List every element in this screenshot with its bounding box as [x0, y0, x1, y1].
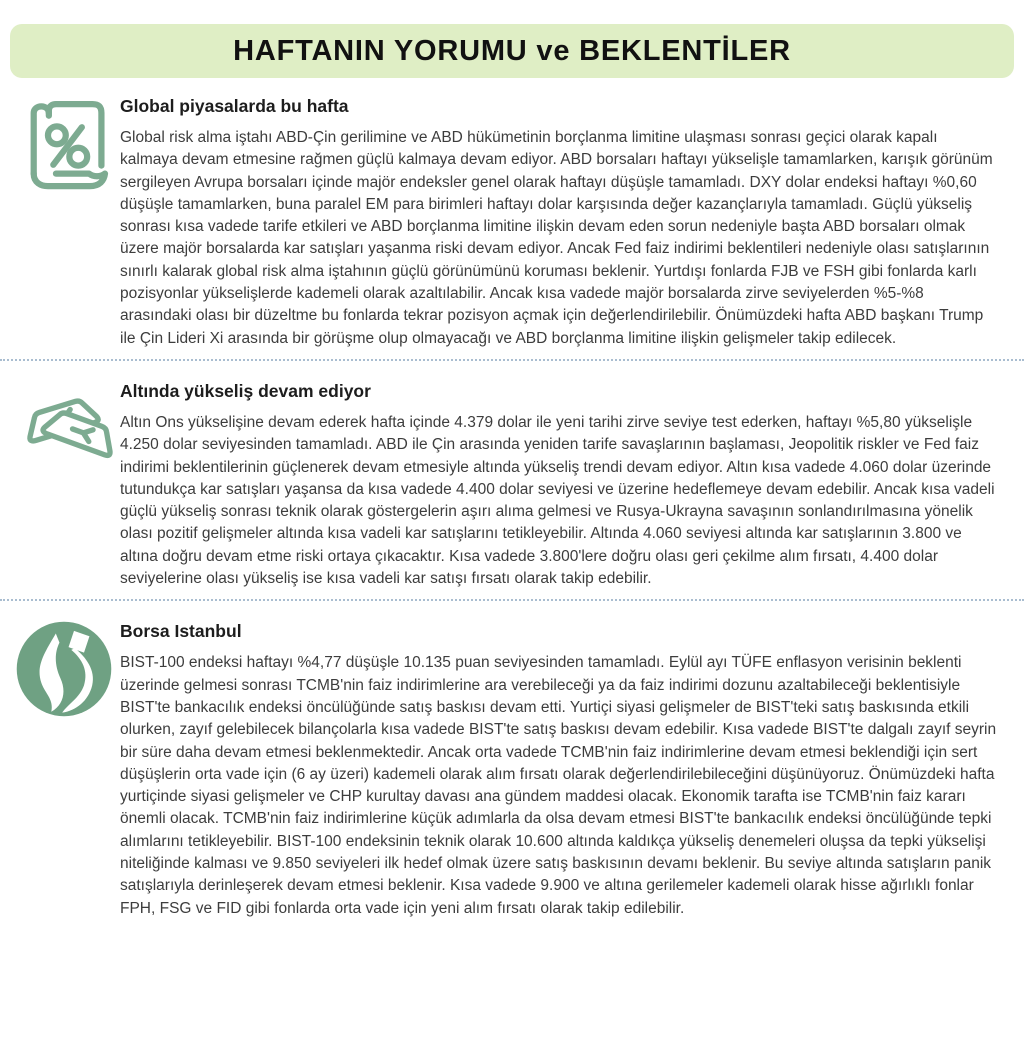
section-paragraph: BIST-100 endeksi haftayı %4,77 düşüşle 10.135 puan seviyesinden tamamladı. Eylül ayı TÜFE enflasyon verisinin beklenti üzerinde gelmesi sonrası TCMB'nin faiz indirimlerine ara verebileceği ya da faiz indirimi dozunu azaltabileceği beklentisiyle BIST'te bankacılık endeksi öncülüğünde satış baskısı devam etti. Yurtiçi siyasi gelişmeler de BIST'teki satış baskısında etkili olurken, zayıf gelebilecek bilançolarla kısa vadede BIST'te satış baskısı devam edebilir. Kısa vadede BIST'te dalgalı zayıf seyrin bir süre daha devam etmesi beklenmektedir. Ancak orta vadede TCMB'nin faiz indirimlerine devam etmesi beklendiği için sert düşüşlerin orta vade için (6 ay üzeri) kademeli olarak alım fırsatı olarak değerlendirilebileceğini düşünüyoruz. Önümüzdeki hafta yurtiçinde siyasi gelişmeler ve CHP kurultay davası ana gündem maddesi olacak. Ekonomik tarafta ise TCMB'nin faiz kararı önemli olacak. TCMB'nin faiz indirimlerine küçük adımlarla da olsa devam etmesi BIST'te bankacılık endeksi öncülüğünde tepki alımlarını tetikleyebilir. BIST-100 endeksinin teknik olarak 10.600 altında kaldıkça yükseliş denemeleri oluşsa da tepki yükselişi niteliğinde kalması ve 9.850 seviyeleri ilk hedef olmak üzere satış baskısının devamı beklenir. Bu seviye altında satışların panik satışlarıyla derinleşerek devam etmesi beklenir. Kısa vadede 9.900 ve altına gerilemeler kademeli olarak hisse ağırlıklı fonlar FPH, FSG ve FID gibi fonlarda orta vade için yeni alım fırsatı olarak takip edilebilir.: [120, 654, 997, 917]
percent-scroll-icon: [15, 94, 113, 198]
page-title: HAFTANIN YORUMU ve BEKLENTİLER: [233, 34, 791, 67]
section-text-column: [120, 90, 998, 350]
gold-bars-icon: [15, 379, 113, 479]
section-borsa-istanbul: [0, 609, 1024, 920]
borsa-istanbul-logo: [14, 619, 114, 719]
section-icon-column: [8, 615, 120, 719]
dotted-separator: [0, 599, 1024, 601]
section-text-column: [120, 375, 998, 590]
section-icon-column: [8, 90, 120, 198]
section-global-markets: [0, 84, 1024, 350]
report-title-banner: [10, 24, 1014, 78]
section-heading: Borsa Istanbul: [120, 621, 242, 642]
section-paragraph: Global risk alma iştahı ABD-Çin gerilimine ve ABD hükümetinin borçlanma limitine ulaşması sonrası geçici olarak kapalı kalmaya devam etmesine rağmen güçlü kalmaya devam ediyor. ABD borsaları haftayı yükselişle tamamlarken, karışık görünüm sergileyen Avrupa borsaları içinde majör endeksler genel olarak haftayı düşüşle tamamladı. DXY dolar endeksi haftayı %0,60 düşüşle tamamlarken, buna paralel EM para birimleri haftayı dolar karşısında değer kazançlarıyla tamamladı. Güçlü yükseliş sonrası kısa vadede tarife etkileri ve ABD borçlanma limitine ilişkin devam eden sorun nedeniyle başta ABD borsaları olmak üzere majör borsalarda kar satışları yaşanma riski devam ediyor. Ancak Fed faiz indirimi beklentileri nedeniyle olası satışlarının sınırlı kalarak global risk alma iştahının güçlü görünümünü koruması beklenir. Yurtdışı fonlarda FJB ve FSH gibi fonlarda karlı pozisyonlar yükselişlerde kademeli olarak azaltılabilir. Ancak kısa vadede majör borsalarda zirve seviyelerden %5-%8 arasındaki olası bir düzeltme bu fonlarda tekrar pozisyon açmak için değerlendirilebilir. Önümüzdeki hafta ABD başkanı Trump ile Çin Lideri Xi arasında bir görüşme olup olmayacağı ve ABD borçlanma limitine ilişkin gelişmeler takip edilecek.: [120, 129, 993, 347]
section-heading: Altında yükseliş devam ediyor: [120, 380, 371, 401]
section-gold: [0, 369, 1024, 590]
section-icon-column: [8, 375, 120, 479]
section-heading: Global piyasalarda bu hafta: [120, 96, 349, 116]
dotted-separator: [0, 359, 1024, 361]
section-paragraph: Altın Ons yükselişine devam ederek hafta içinde 4.379 dolar ile yeni tarihi zirve seviye test ederken, haftayı %5,80 yükselişle 4.250 dolar seviyesinden tamamladı. ABD ile Çin arasında yeniden tarife savaşlarının başlaması, Jeopolitik riskler ve Fed faiz indirimi beklentilerinin güçlenerek devam etmesiyle altında yükseliş trendi devam ediyor. Altın kısa vadede 4.060 dolar üzerinde tutundukça kar satışları yaşansa da kısa vadede 4.400 dolar seviyesi ve üzerine hedeflemeye devam edebilir. Ancak kısa vadeli güçlü yükseliş sonrası teknik olarak göstergelerin aşırı alıma gelmesi ve Rusya-Ukrayna savaşının sonlandırılmasına yönelik olası pozitif gelişmeler altında kısa vadeli kar satışlarını tetikleyebilir. Altında 4.060 seviyesi altında kar satışlarının 3.800 ve altına doğru devam etme riski ortaya çıkacaktır. Kısa vadede 3.800'lere doğru olası geri çekilme alım fırsatı, 4.400 dolar seviyelerine olası yükseliş ise kısa vadeli kar satışı fırsatı olarak takip edebilir.: [120, 413, 995, 588]
section-text-column: [120, 615, 998, 920]
